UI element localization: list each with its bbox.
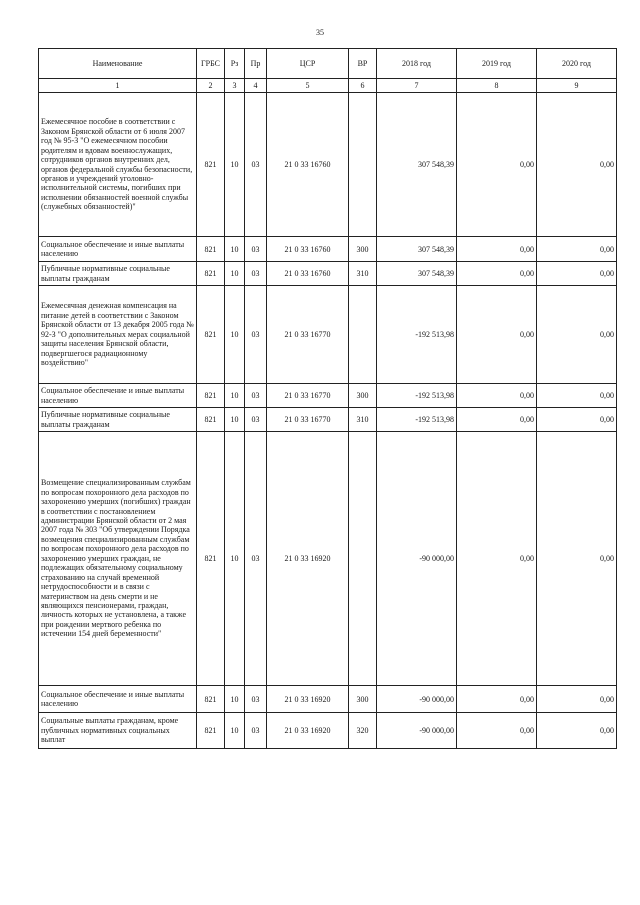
row-2020: 0,00 [537, 93, 617, 237]
row-2019: 0,00 [457, 432, 537, 686]
row-2019: 0,00 [457, 384, 537, 408]
row-csr: 21 0 33 16760 [267, 237, 349, 262]
row-vr: 310 [349, 408, 377, 432]
row-2019: 0,00 [457, 93, 537, 237]
row-2020: 0,00 [537, 432, 617, 686]
row-grbs: 821 [197, 262, 225, 286]
row-2019: 0,00 [457, 262, 537, 286]
table-row [39, 432, 617, 686]
row-name: Социальное обеспечение и иные выплаты населению [39, 237, 197, 262]
page-number: 35 [316, 28, 324, 37]
header-2018: 2018 год [377, 49, 457, 79]
row-grbs: 821 [197, 286, 225, 384]
column-number: 5 [267, 79, 349, 93]
row-pr: 03 [245, 93, 267, 237]
row-grbs: 821 [197, 384, 225, 408]
row-2019: 0,00 [457, 713, 537, 749]
header-pr: Пр [245, 49, 267, 79]
row-name: Ежемесячное пособие в соответствии с Законом Брянской области от 6 июля 2007 год № 95-З "О ежемесячном пособии родителям и вдовам военнослужащих, сотрудников органов внутренних дел, органов федеральной службы безопасности, органов и учреждений уголовно-исполнительной системы, погибших при исполнении обязанностей военной службы (служебных обязанностей)" [39, 93, 197, 237]
column-number: 8 [457, 79, 537, 93]
row-rz: 10 [225, 408, 245, 432]
header-vr: ВР [349, 49, 377, 79]
column-number-row [39, 79, 617, 93]
row-pr: 03 [245, 408, 267, 432]
column-number: 9 [537, 79, 617, 93]
table-row [39, 286, 617, 384]
row-2018: 307 548,39 [377, 93, 457, 237]
row-rz: 10 [225, 93, 245, 237]
row-2020: 0,00 [537, 286, 617, 384]
header-row [39, 49, 617, 79]
row-2020: 0,00 [537, 686, 617, 713]
row-pr: 03 [245, 713, 267, 749]
header-grbs: ГРБС [197, 49, 225, 79]
row-vr: 310 [349, 262, 377, 286]
row-rz: 10 [225, 713, 245, 749]
row-vr: 320 [349, 713, 377, 749]
row-name: Социальное обеспечение и иные выплаты населению [39, 686, 197, 713]
row-csr: 21 0 33 16760 [267, 93, 349, 237]
row-grbs: 821 [197, 713, 225, 749]
column-number: 6 [349, 79, 377, 93]
table-row [39, 262, 617, 286]
row-2020: 0,00 [537, 713, 617, 749]
row-2018: 307 548,39 [377, 262, 457, 286]
row-vr: 300 [349, 686, 377, 713]
row-2020: 0,00 [537, 237, 617, 262]
row-grbs: 821 [197, 237, 225, 262]
row-grbs: 821 [197, 93, 225, 237]
row-csr: 21 0 33 16770 [267, 384, 349, 408]
row-2019: 0,00 [457, 408, 537, 432]
row-vr: 300 [349, 237, 377, 262]
row-name: Ежемесячная денежная компенсация на питание детей в соответствии с Законом Брянской области от 13 декабря 2005 года № 92-З "О дополнительных мерах социальной защиты населения Брянской области, подвергшегося радиационному воздействию" [39, 286, 197, 384]
row-grbs: 821 [197, 432, 225, 686]
row-csr: 21 0 33 16760 [267, 262, 349, 286]
row-2020: 0,00 [537, 408, 617, 432]
row-pr: 03 [245, 237, 267, 262]
table-row [39, 384, 617, 408]
row-vr [349, 432, 377, 686]
row-2018: -192 513,98 [377, 384, 457, 408]
row-rz: 10 [225, 237, 245, 262]
row-csr: 21 0 33 16920 [267, 432, 349, 686]
row-name: Социальное обеспечение и иные выплаты населению [39, 384, 197, 408]
row-2019: 0,00 [457, 237, 537, 262]
row-2020: 0,00 [537, 384, 617, 408]
row-2018: -192 513,98 [377, 286, 457, 384]
column-number: 2 [197, 79, 225, 93]
row-pr: 03 [245, 686, 267, 713]
row-rz: 10 [225, 262, 245, 286]
row-vr [349, 286, 377, 384]
row-csr: 21 0 33 16920 [267, 686, 349, 713]
header-2020: 2020 год [537, 49, 617, 79]
row-pr: 03 [245, 432, 267, 686]
row-csr: 21 0 33 16770 [267, 286, 349, 384]
column-number: 3 [225, 79, 245, 93]
row-csr: 21 0 33 16770 [267, 408, 349, 432]
column-number: 4 [245, 79, 267, 93]
table-row [39, 686, 617, 713]
row-grbs: 821 [197, 408, 225, 432]
table-row [39, 713, 617, 749]
row-2018: 307 548,39 [377, 237, 457, 262]
row-2019: 0,00 [457, 286, 537, 384]
row-2018: -90 000,00 [377, 713, 457, 749]
row-pr: 03 [245, 262, 267, 286]
table-row [39, 93, 617, 237]
row-csr: 21 0 33 16920 [267, 713, 349, 749]
row-name: Социальные выплаты гражданам, кроме публичных нормативных социальных выплат [39, 713, 197, 749]
row-vr [349, 93, 377, 237]
row-2018: -90 000,00 [377, 432, 457, 686]
header-name: Наименование [39, 49, 197, 79]
table-row [39, 408, 617, 432]
row-name: Публичные нормативные социальные выплаты гражданам [39, 408, 197, 432]
row-grbs: 821 [197, 686, 225, 713]
row-2018: -192 513,98 [377, 408, 457, 432]
row-rz: 10 [225, 432, 245, 686]
column-number: 1 [39, 79, 197, 93]
row-pr: 03 [245, 384, 267, 408]
row-vr: 300 [349, 384, 377, 408]
header-rz: Рз [225, 49, 245, 79]
row-rz: 10 [225, 286, 245, 384]
header-csr: ЦСР [267, 49, 349, 79]
row-name: Возмещение специализированным службам по вопросам похоронного дела расходов по захоронению умерших (погибших) граждан в соответствии с постановлением администрации Брянской области от 2 мая 2007 года № 303 "Об утверждении Порядка возмещения специализированным службам по вопросам похоронного дела расходов по захоронению умерших граждан, не подлежащих обязательному социальному страхованию на случай временной нетрудоспособности и в связи с материнством на день смерти и не являющихся пенсионерами, граждан, личность которых не установлена, а также при рождении мертвого ребенка по истечении 154 дней беременности" [39, 432, 197, 686]
row-rz: 10 [225, 384, 245, 408]
row-2020: 0,00 [537, 262, 617, 286]
row-name: Публичные нормативные социальные выплаты гражданам [39, 262, 197, 286]
row-2019: 0,00 [457, 686, 537, 713]
row-pr: 03 [245, 286, 267, 384]
row-rz: 10 [225, 686, 245, 713]
table-row [39, 237, 617, 262]
budget-table [38, 48, 617, 749]
row-2018: -90 000,00 [377, 686, 457, 713]
column-number: 7 [377, 79, 457, 93]
header-2019: 2019 год [457, 49, 537, 79]
